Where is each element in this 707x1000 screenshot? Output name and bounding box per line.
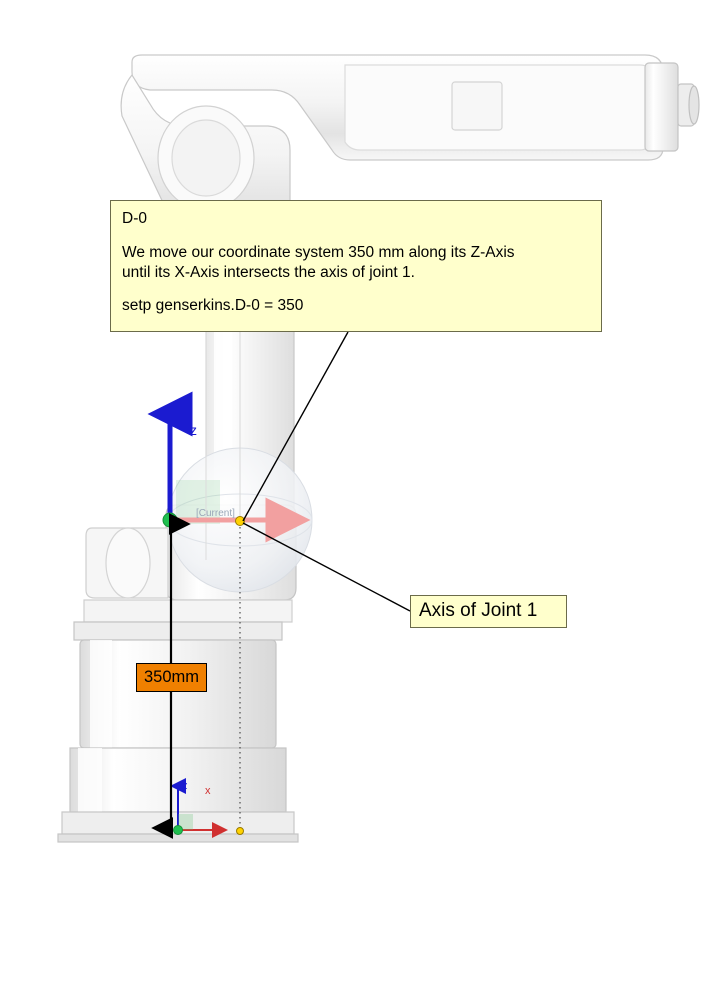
- current-frame-label: [Current]: [196, 508, 235, 519]
- callout-code: setp genserkins.D-0 = 350: [122, 297, 304, 315]
- z-axis-label-lower: z: [182, 780, 188, 792]
- z-axis-label-upper: z: [190, 422, 197, 438]
- dimension-tag-350mm: [136, 663, 207, 692]
- joint-axis-label: Axis of Joint 1: [419, 600, 538, 622]
- x-axis-label-lower: x: [205, 785, 211, 797]
- dimension-tag-label: 350mm: [143, 668, 200, 686]
- description-callout: [110, 200, 602, 332]
- joint-axis-callout: [410, 595, 567, 628]
- callout-body-line2: until its X-Axis intersects the axis of joint 1.: [122, 263, 415, 281]
- callout-body-line1: We move our coordinate system 350 mm along its Z-Axis: [122, 243, 515, 261]
- callout-title: D-0: [122, 210, 147, 227]
- callout-body: [122, 243, 592, 283]
